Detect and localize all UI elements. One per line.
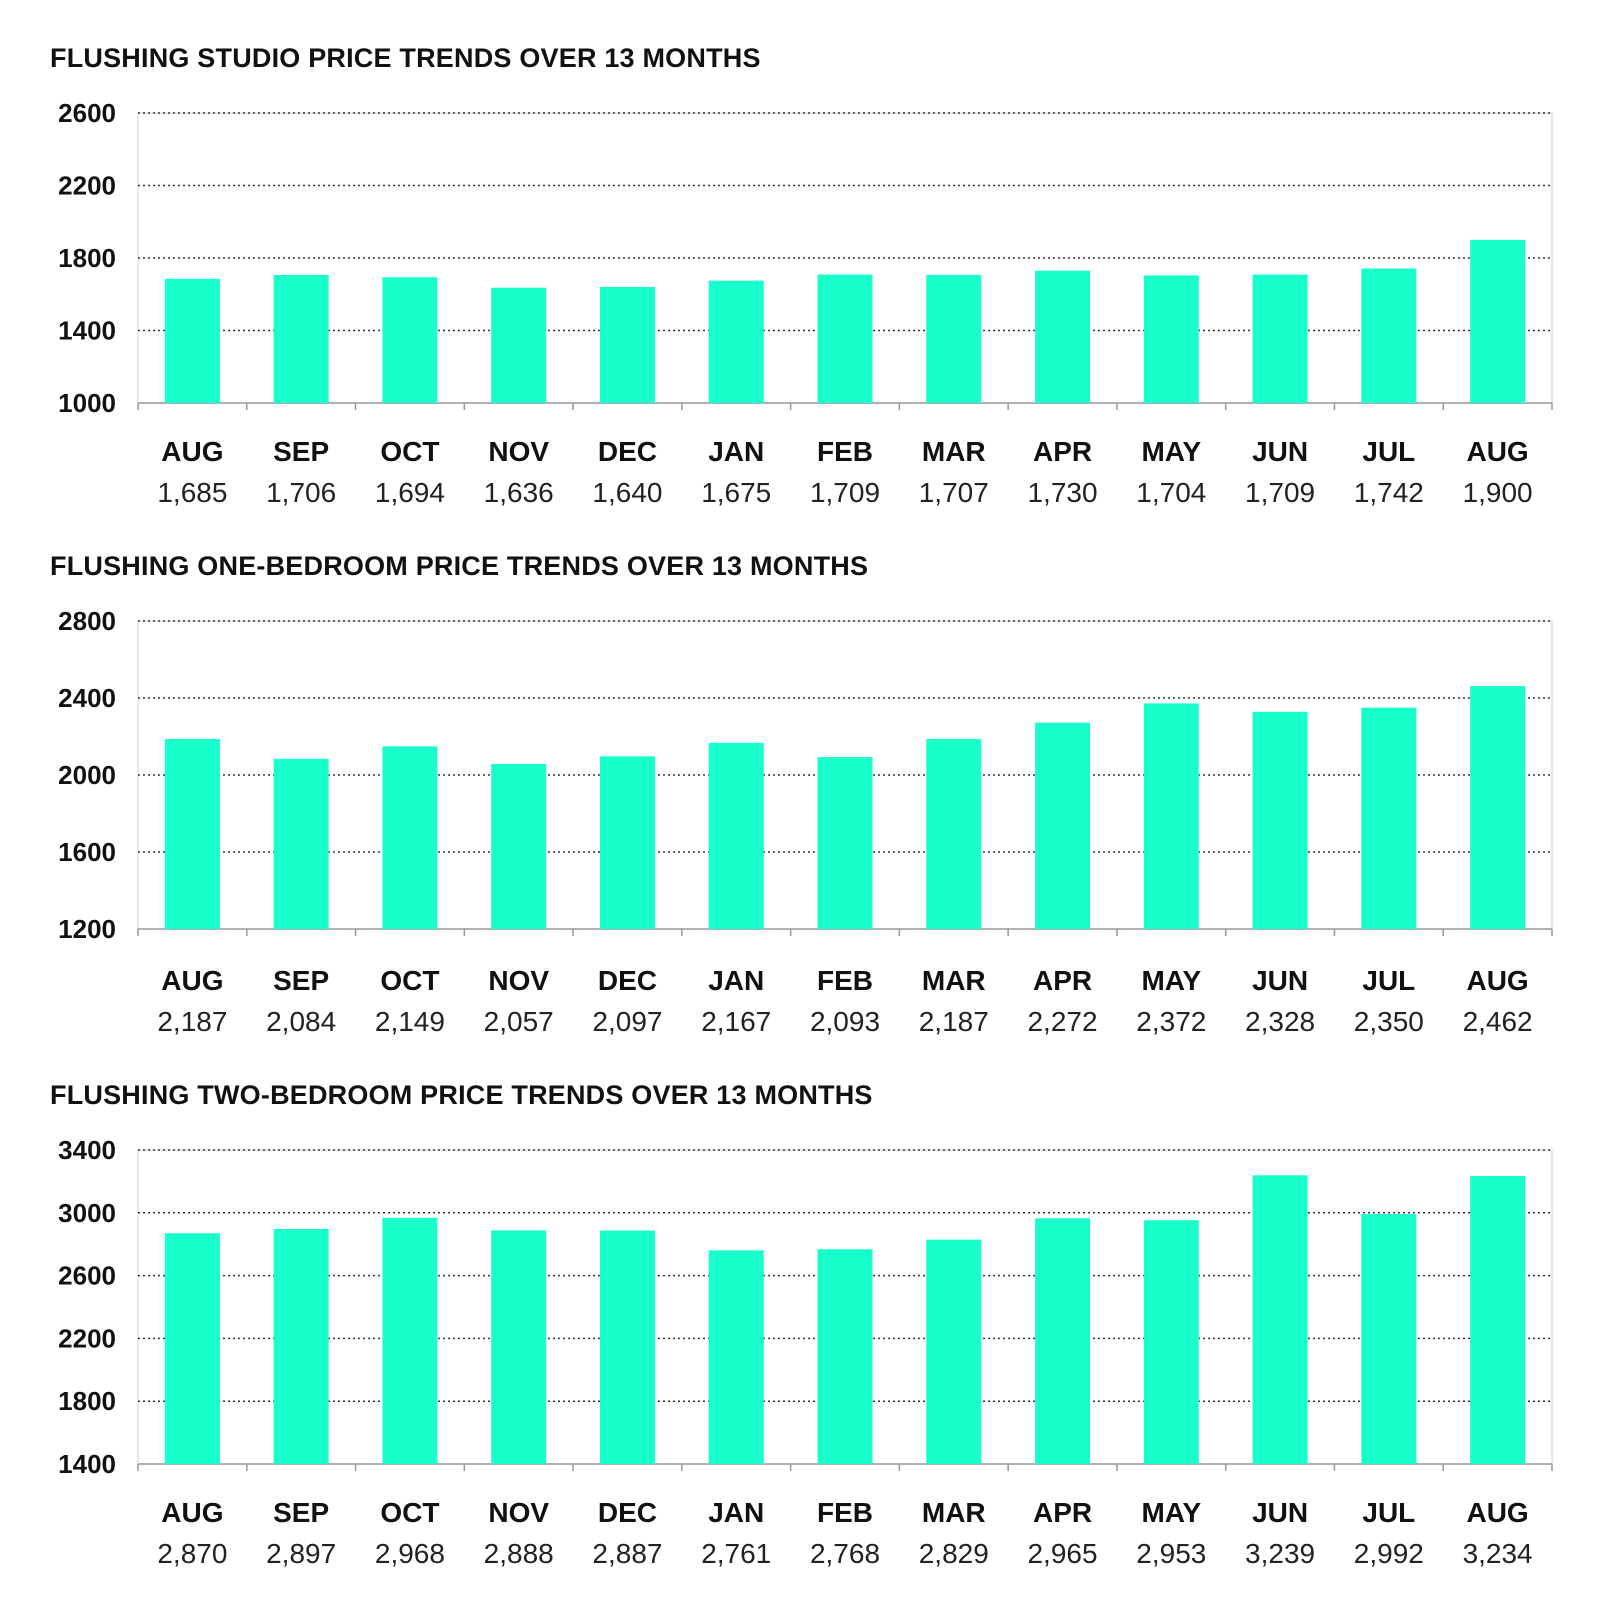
category-label: JUN: [1252, 436, 1309, 467]
bar: [709, 743, 764, 929]
category-label: MAR: [921, 1497, 986, 1528]
value-label: 1,675: [701, 477, 772, 508]
category-label: MAY: [1141, 1497, 1202, 1528]
category-label: OCT: [380, 965, 440, 996]
value-label: 2,953: [1136, 1538, 1207, 1569]
y-tick-label: 1400: [58, 315, 116, 346]
value-label: 2,149: [374, 1006, 445, 1037]
y-tick-label: 3400: [58, 1135, 116, 1165]
bar: [818, 274, 873, 403]
bar: [1144, 275, 1199, 403]
chart-title: FLUSHING TWO-BEDROOM PRICE TRENDS OVER 13 MONTHS: [50, 1080, 873, 1110]
bar: [274, 1229, 329, 1464]
category-label: OCT: [380, 1497, 440, 1528]
bar: [600, 1231, 655, 1464]
value-label: 2,350: [1353, 1006, 1424, 1037]
value-label: 2,897: [266, 1538, 337, 1569]
value-label: 2,888: [483, 1538, 554, 1569]
value-label: 2,097: [592, 1006, 663, 1037]
value-label: 2,870: [157, 1538, 228, 1569]
value-label: 2,328: [1245, 1006, 1316, 1037]
value-label: 1,742: [1353, 477, 1424, 508]
category-label: NOV: [488, 436, 550, 467]
bar: [382, 277, 437, 403]
value-label: 1,709: [809, 477, 881, 508]
category-label: SEP: [273, 436, 330, 467]
category-label: APR: [1032, 1497, 1093, 1528]
bar: [274, 759, 329, 929]
category-label: SEP: [273, 965, 330, 996]
bar: [165, 279, 220, 403]
bar: [491, 1230, 546, 1464]
chart-3: [50, 1080, 1552, 1569]
category-label: FEB: [817, 436, 873, 467]
y-tick-label: 1400: [58, 1449, 116, 1479]
bar: [818, 757, 873, 929]
category-label: JUN: [1252, 1497, 1309, 1528]
value-label: 2,829: [918, 1538, 989, 1569]
value-label: 1,636: [483, 477, 554, 508]
value-label: 2,272: [1027, 1006, 1098, 1037]
chart-1: [50, 43, 1552, 508]
y-tick-label: 1800: [58, 1386, 116, 1417]
value-label: 2,187: [918, 1006, 989, 1037]
value-label: 2,992: [1353, 1538, 1424, 1569]
value-label: 1,709: [1245, 477, 1316, 508]
category-label: AUG: [161, 965, 224, 996]
bar: [926, 739, 981, 929]
category-label: FEB: [817, 1497, 873, 1528]
value-label: 3,234: [1462, 1538, 1533, 1569]
value-label: 1,730: [1027, 477, 1098, 508]
bar: [1144, 1220, 1199, 1464]
category-label: NOV: [488, 1497, 550, 1528]
y-tick-label: 1800: [58, 243, 116, 273]
bar: [1361, 1214, 1416, 1464]
bar: [1144, 703, 1199, 929]
bar: [274, 275, 329, 403]
category-label: APR: [1032, 965, 1093, 996]
value-label: 1,707: [918, 477, 989, 508]
category-label: JAN: [708, 1497, 765, 1528]
bar: [926, 275, 981, 403]
chart-2: [50, 551, 1552, 1037]
category-label: FEB: [817, 965, 873, 996]
bar: [491, 288, 546, 403]
bar: [600, 287, 655, 403]
y-tick-label: 2600: [58, 1260, 116, 1291]
category-label: MAY: [1141, 436, 1202, 467]
y-tick-label: 2600: [58, 98, 116, 128]
category-label: DEC: [597, 436, 658, 467]
bar: [709, 1250, 764, 1464]
category-label: JUN: [1252, 965, 1309, 996]
bar: [709, 281, 764, 403]
category-label: AUG: [1466, 436, 1529, 467]
chart-title: FLUSHING ONE-BEDROOM PRICE TRENDS OVER 13 MONTHS: [50, 551, 869, 581]
category-label: APR: [1032, 436, 1093, 467]
y-tick-label: 2000: [58, 760, 116, 790]
y-tick-label: 1600: [58, 837, 116, 867]
bar: [1035, 271, 1090, 403]
bar: [926, 1240, 981, 1464]
category-label: AUG: [161, 1497, 224, 1528]
category-label: MAR: [921, 965, 986, 996]
bar: [1253, 274, 1308, 403]
value-label: 2,093: [809, 1006, 881, 1037]
value-label: 2,761: [701, 1538, 772, 1569]
bar: [600, 756, 655, 929]
bar: [165, 1233, 220, 1464]
bar: [1035, 1218, 1090, 1464]
value-label: 2,968: [374, 1538, 445, 1569]
category-label: DEC: [597, 965, 658, 996]
value-label: 2,167: [701, 1006, 772, 1037]
y-tick-label: 1200: [58, 914, 116, 944]
bar: [382, 746, 437, 929]
category-label: AUG: [1466, 965, 1529, 996]
value-label: 2,372: [1136, 1006, 1207, 1037]
bar: [1361, 708, 1416, 929]
value-label: 1,706: [266, 477, 337, 508]
bar: [165, 739, 220, 929]
category-label: SEP: [273, 1497, 330, 1528]
value-label: 1,900: [1462, 477, 1533, 508]
category-label: JUL: [1362, 965, 1416, 996]
bar: [1470, 1176, 1525, 1464]
value-label: 2,768: [809, 1538, 881, 1569]
category-label: JAN: [708, 965, 765, 996]
value-label: 2,187: [157, 1006, 228, 1037]
value-label: 1,685: [157, 477, 228, 508]
category-label: JUL: [1362, 436, 1416, 467]
bar: [382, 1218, 437, 1464]
y-tick-label: 2200: [58, 1323, 116, 1354]
bar: [1253, 1175, 1308, 1464]
value-label: 1,694: [374, 477, 445, 508]
category-label: NOV: [488, 965, 550, 996]
y-tick-label: 2800: [58, 606, 116, 636]
category-label: AUG: [161, 436, 224, 467]
value-label: 1,640: [592, 477, 663, 508]
y-tick-label: 1000: [58, 388, 116, 418]
bar: [818, 1249, 873, 1464]
value-label: 2,462: [1462, 1006, 1533, 1037]
value-label: 2,887: [592, 1538, 663, 1569]
value-label: 3,239: [1245, 1538, 1316, 1569]
value-label: 2,057: [483, 1006, 554, 1037]
chart-title: FLUSHING STUDIO PRICE TRENDS OVER 13 MONTHS: [50, 43, 761, 73]
value-label: 2,965: [1027, 1538, 1098, 1569]
bar: [1470, 686, 1525, 929]
y-tick-label: 2200: [58, 170, 116, 201]
value-label: 1,704: [1136, 477, 1207, 508]
bar: [1470, 240, 1525, 403]
bar: [491, 764, 546, 929]
y-tick-label: 2400: [58, 683, 116, 713]
category-label: AUG: [1466, 1497, 1529, 1528]
category-label: JAN: [708, 436, 765, 467]
y-tick-label: 3000: [58, 1197, 116, 1228]
category-label: DEC: [597, 1497, 658, 1528]
bar: [1253, 712, 1308, 929]
bar: [1035, 723, 1090, 929]
category-label: MAR: [921, 436, 986, 467]
bar: [1361, 269, 1416, 403]
category-label: JUL: [1362, 1497, 1416, 1528]
category-label: OCT: [380, 436, 440, 467]
category-label: MAY: [1141, 965, 1202, 996]
value-label: 2,084: [266, 1006, 337, 1037]
